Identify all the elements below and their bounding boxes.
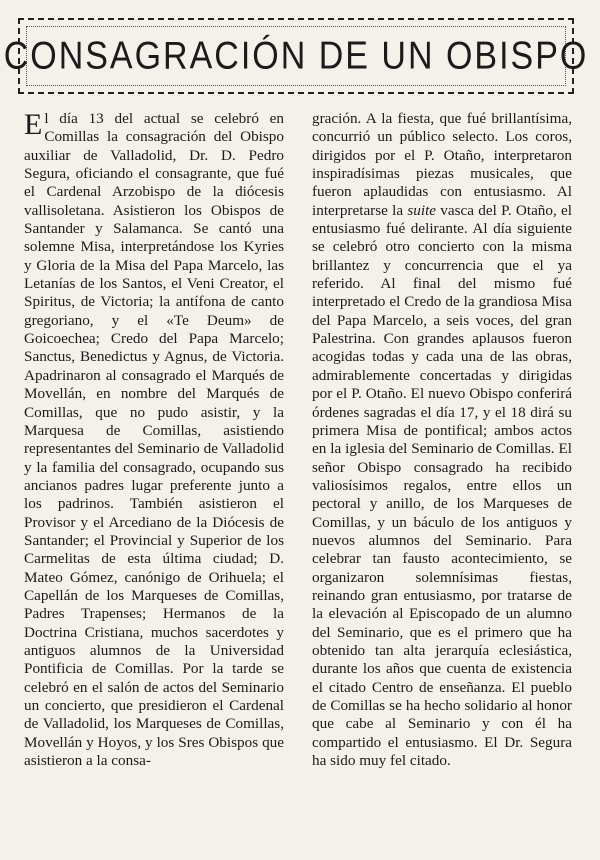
left-paragraph	[24, 110, 284, 770]
article-title: CONSAGRACIÓN DE UN OBISPO	[3, 33, 589, 78]
title-frame	[3, 18, 589, 94]
left-column-text: l día 13 del actual se celebró en Comillas la consagración del Obispo auxiliar de Valladolid, Dr. D. Pedro Segura, oficiando el consagrante, que fué el Cardenal Arzobispo de la diócesis vallisoletana. Asistieron los Obispos de Santander y Salamanca. Se cantó una solemne Misa, interpretándose los Kyries y Gloria de la Misa del Papa Marcelo, las Letanías de los Santos, el Veni Creator, el Spiritus, de Victoria; la antífona de canto gregoriano, y el «Te Deum» de Goicoechea; Credo del Papa Marcelo; Sanctus, Benedictus y Agnus, de Victoria. Apadrinaron al consagrado el Marqués de Movellán, en nombre del Marqués de Comillas, que no pudo asistir, y la Marquesa de Comillas, asistiendo representantes del Seminario de Valladolid y la familia del consagrado, ocupando sus ancianos padres lugar preferente junto a los padrinos. También asistieron el Provisor y el Arcediano de la Diócesis de Santander; el Provincial y Superior de los Carmelitas de esta última ciudad; D. Mateo Gómez, canónigo de Orihuela; el Capellán de los Marqueses de Comillas, Padres Trapenses; Hermanos de la Doctrina Cristiana, muchos sacerdotes y antiguos alumnos de la Universidad Pontificia de Comillas. Por la tarde se celebró en el salón de actos del Seminario un concierto, que presidieron el Cardenal de Valladolid, los Marqueses de Comillas, Movellán y Hoyos, y los Sres Obispos que asistieron a la consa-	[24, 110, 284, 770]
right-column	[312, 110, 572, 770]
italic-word: suite	[407, 201, 437, 219]
right-column-text-1: gración. A la fiesta, que fué brillantísima, concurrió un público selecto. Los coros, dirigidos por el P. Otaño, interpretaron inspiradísimas piezas musicales, que fueron aplaudidas con entusiasmo. Al interpretarse la	[312, 110, 572, 219]
right-paragraph	[312, 110, 572, 770]
drop-cap: E	[24, 108, 43, 141]
right-column-text-2: vasca del P. Otaño, el entusiasmo fué delirante. Al día siguiente se celebró otro concierto con la misma brillantez y concurrencia que el ya referido. Al final del mismo fué interpretado el Credo de la grandiosa Misa del Papa Marcelo, a seis voces, del gran Palestrina. Con grandes aplausos fueron acogidas todas y cada una de las obras, admirablemente concertadas y dirigidas por el P. Otaño. El nuevo Obispo conferirá órdenes sagradas el día 17, y el 18 dirá su primera Misa de pontifical; ambos actos en la iglesia del Seminario de Comillas. El señor Obispo consagrado ha recibido valiosísimos regalos, entre ellos un pectoral y anillo, de los Marqueses de Comillas, y un báculo de los antiguos y nuevos alumnos del Seminario. Para celebrar tan fausto acontecimiento, se organizaron solemnísimas fiestas, reinando gran entusiasmo, por tratarse de la elevación al Episcopado de un alumno del Seminario, que es el primero que ha obtenido tan alta jerarquía eclesiástica, durante los años que cuenta de existencia el citado Centro de enseñanza. El pueblo de Comillas se ha hecho solidario al honor que cabe al Seminario y con él ha compartido el entusiasmo. El Dr. Segura ha sido muy fel citado.	[312, 201, 573, 770]
left-column	[24, 110, 284, 770]
